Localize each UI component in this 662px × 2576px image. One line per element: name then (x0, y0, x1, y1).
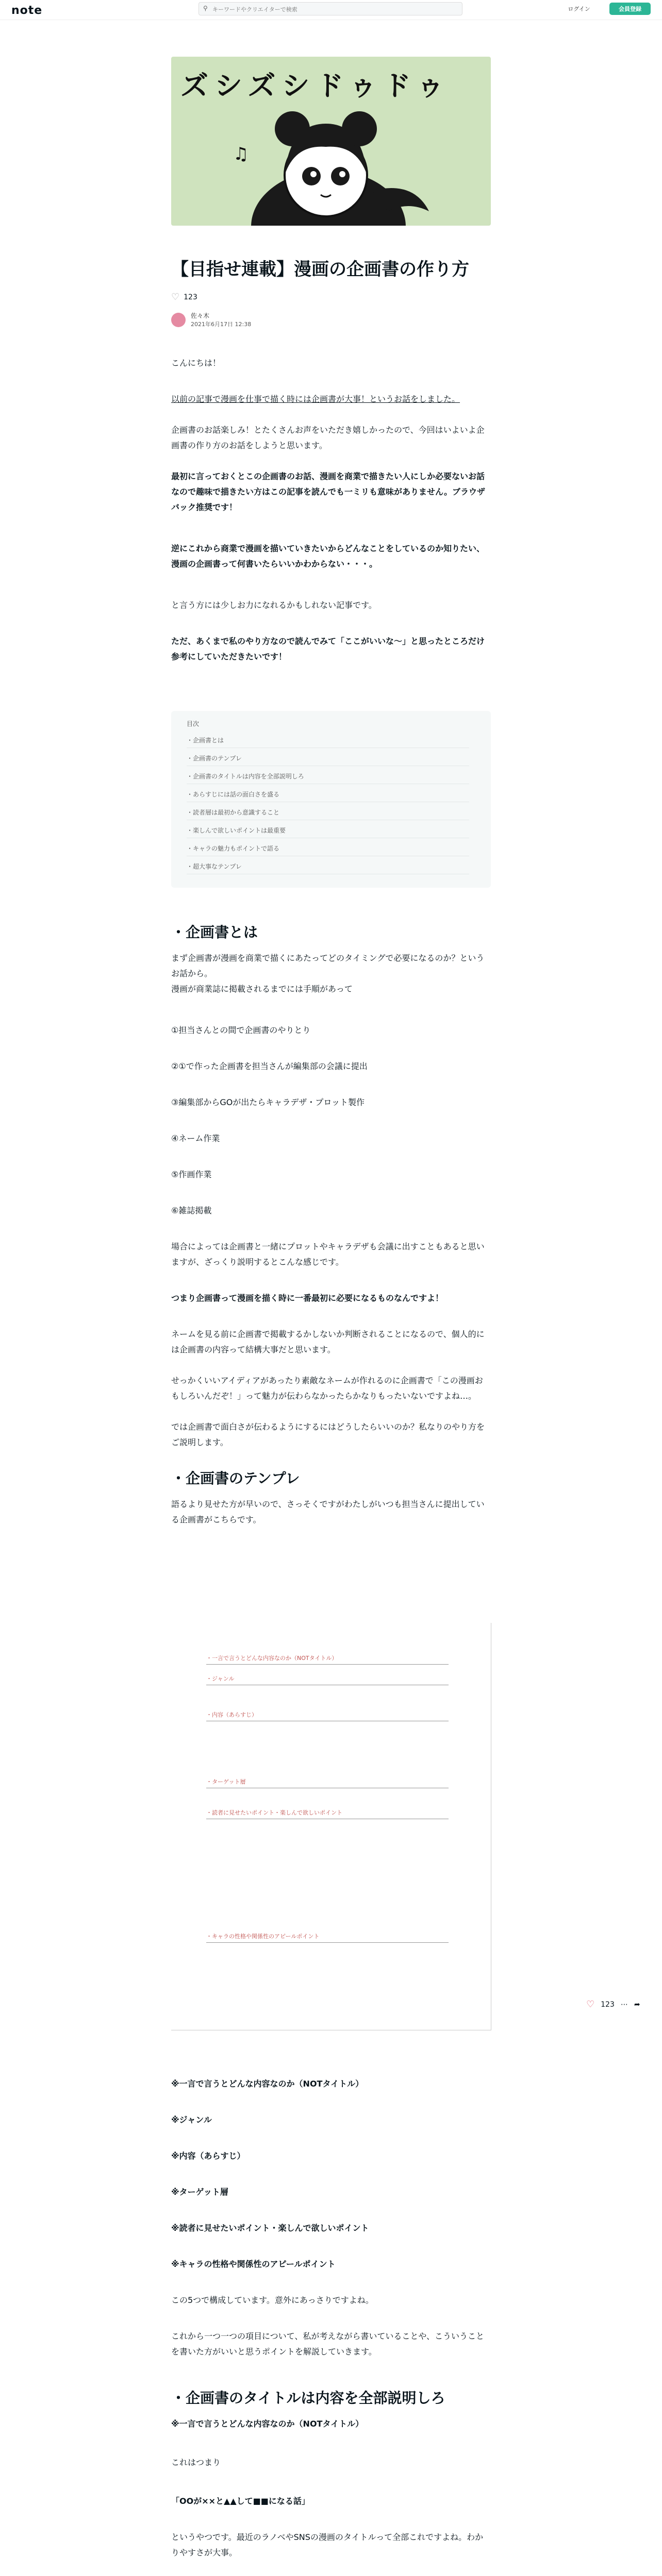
body-paragraph: というやつです。最近のラノベやSNSの漫画のタイトルって全部これですよね。わかりやすさが大事。 (171, 2532, 484, 2557)
template-item: ※ジャンル (171, 2115, 212, 2125)
article-title: 【目指せ連載】漫画の企画書の作り方 (171, 259, 469, 280)
toc-item[interactable]: ・読者層は最初から意識すること (187, 808, 469, 820)
body-paragraph: 「OOが××と▲▲して■■になる話」 (171, 2496, 310, 2506)
body-paragraph: ⑤作画作業 (171, 1170, 212, 1179)
top-bar (0, 0, 662, 20)
search-box[interactable] (198, 2, 462, 15)
share-icon[interactable]: ➦ (634, 2000, 640, 2009)
author-name[interactable]: 佐々木 (191, 312, 210, 319)
toc-item[interactable]: ・企画書のタイトルは内容を全部説明しろ (187, 772, 469, 784)
intro-paragraph: と言う方には少しお力になれるかもしれない記事です。 (171, 600, 377, 610)
side-actions (586, 1999, 640, 2010)
body-paragraph: せっかくいいアイディアがあったり素敵なネームが作れるのに企画書で「この漫画おもしろいんだぞ！」って魅力が伝わらなかったらかなりもったいないですよね…。 (171, 1376, 483, 1401)
sheet-line: ・読者に見せたいポイント・楽しんで欲しいポイント (206, 1808, 449, 1819)
login-button[interactable]: ログイン (568, 6, 590, 12)
body-paragraph: ①担当さんとの間で企画書のやりとり (171, 1025, 311, 1035)
table-of-contents (171, 711, 491, 888)
toc-heading: 目次 (187, 720, 200, 727)
body-paragraph: ※一言で言うとどんな内容なのか（NOTタイトル） (171, 2419, 364, 2429)
intro-paragraph (171, 392, 491, 407)
body-paragraph: 場合によっては企画書と一緒にプロットやキャラデザも会議に出すこともあると思いますが、ざっくり説明するとこんな感じです。 (171, 1242, 485, 1267)
author-meta (191, 311, 251, 328)
toc-item[interactable]: ・キャラの魅力もポイントで語る (187, 844, 469, 856)
body-paragraph: では企画書で面白さが伝わるようにするにはどうしたらいいのか？私なりのやり方をご説明します。 (171, 1422, 485, 1447)
toc-item[interactable]: ・企画書のテンプレ (187, 754, 469, 766)
section-heading: ・企画書とは (171, 924, 258, 941)
body-paragraph: これから一つ一つの項目について、私が考えながら書いていることや、こういうことを書いた方がいいと思うポイントを解説していきます。 (171, 2331, 485, 2357)
like-row (171, 292, 197, 302)
body-paragraph: まず企画書が漫画を商業で描くにあたってどのタイミングで必要になるのか？というお話から。 (171, 953, 485, 978)
sheet-line: ・ターゲット層 (206, 1777, 449, 1788)
toc-item[interactable]: ・あらすじには話の面白さを盛る (187, 790, 469, 802)
intro-paragraph: ただ、あくまで私のやり方なので読んでみて「ここがいいな〜」と思ったところだけ参考にしていただきたいです！ (171, 636, 485, 662)
sheet-line: ・内容（あらすじ） (206, 1710, 449, 1721)
hero-image (171, 57, 491, 226)
body-paragraph: 漫画が商業誌に掲載されるまでには手順があって (171, 984, 353, 994)
hero-title-text: ズシズシドゥドゥ (180, 70, 451, 102)
heart-icon[interactable]: ♡ (171, 292, 180, 302)
author-row (171, 311, 251, 328)
template-item: ※一言で言うとどんな内容なのか（NOTタイトル） (171, 2079, 364, 2089)
note-logo[interactable]: note (11, 4, 43, 17)
hero-illustration (171, 57, 491, 226)
template-item: ※キャラの性格や関係性のアピールポイント (171, 2259, 336, 2269)
body-paragraph: ③編集部からGOが出たらキャラデザ・プロット製作 (171, 1097, 365, 1107)
section-heading: ・企画書のテンプレ (171, 1470, 300, 1487)
avatar[interactable] (171, 313, 186, 327)
previous-article-link[interactable]: 以前の記事で漫画を仕事で描く時には企画書が大事！というお話をしました。 (171, 394, 460, 404)
toc-item[interactable]: ・楽しんで欲しいポイントは最重要 (187, 826, 469, 838)
body-paragraph: つまり企画書って漫画を描く時に一番最初に必要になるものなんですよ！ (171, 1293, 444, 1303)
body-paragraph: この5つで構成しています。意外にあっさりですよね。 (171, 2295, 374, 2305)
body-paragraph: これはつまり (171, 2458, 221, 2467)
toc-item[interactable]: ・企画書とは (187, 736, 469, 748)
template-item: ※読者に見せたいポイント・楽しんで欲しいポイント (171, 2223, 369, 2233)
post-date: 2021年6月17日 12:38 (191, 321, 252, 328)
body-paragraph: ④ネーム作業 (171, 1133, 220, 1143)
intro-paragraph: 逆にこれから商業で漫画を描いていきたいからどんなことをしているのか知りたい、漫画の企画書って何書いたらいいかわからない・・・。 (171, 544, 485, 569)
intro-paragraph: こんにちは！ (171, 358, 221, 368)
body-paragraph: ②①で作った企画書を担当さんが編集部の会議に提出 (171, 1061, 368, 1071)
toc-item[interactable]: ・超大事なテンプレ (187, 862, 469, 874)
section-heading: ・企画書のタイトルは内容を全部説明しろ (171, 2389, 445, 2406)
body-paragraph: ⑥雑誌掲載 (171, 1206, 212, 1215)
search-icon: ⚲ (203, 5, 208, 12)
intro-paragraph: 最初に言っておくとこの企画書のお話、漫画を商業で描きたい人にしか必要ないお話なので趣味で描きたい方はこの記事を読んでも一ミリも意味がありません。ブラウザバック推奨です！ (171, 471, 485, 512)
svg-text:♫: ♫ (233, 144, 249, 164)
sheet-line: ・ジャンル (206, 1674, 449, 1685)
template-item: ※ターゲット層 (171, 2187, 228, 2197)
side-like-count: 123 (601, 2000, 615, 2009)
heart-icon[interactable]: ♡ (586, 1999, 595, 2010)
intro-paragraph: 企画書のお話楽しみ！とたくさんお声をいただき嬉しかったので、今回はいよいよ企画書の作り方のお話をしようと思います。 (171, 425, 485, 450)
like-count: 123 (184, 293, 197, 301)
template-sheet-image (171, 1623, 491, 2030)
sheet-line: ・一言で言うとどんな内容なのか（NOTタイトル） (206, 1654, 449, 1665)
template-item: ※内容（あらすじ） (171, 2151, 245, 2161)
more-icon[interactable]: ⋯ (620, 2000, 628, 2009)
sheet-line: ・キャラの性格や関係性のアピールポイント (206, 1932, 449, 1943)
signup-button[interactable]: 会員登録 (609, 3, 651, 15)
body-paragraph: 語るより見せた方が早いので、さっそくですがわたしがいつも担当さんに提出している企画書がこちらです。 (171, 1499, 485, 1524)
search-input[interactable] (211, 4, 451, 14)
body-paragraph: ネームを見る前に企画書で掲載するかしないか判断されることになるので、個人的には企画書の内容って結構大事だと思います。 (171, 1329, 485, 1354)
